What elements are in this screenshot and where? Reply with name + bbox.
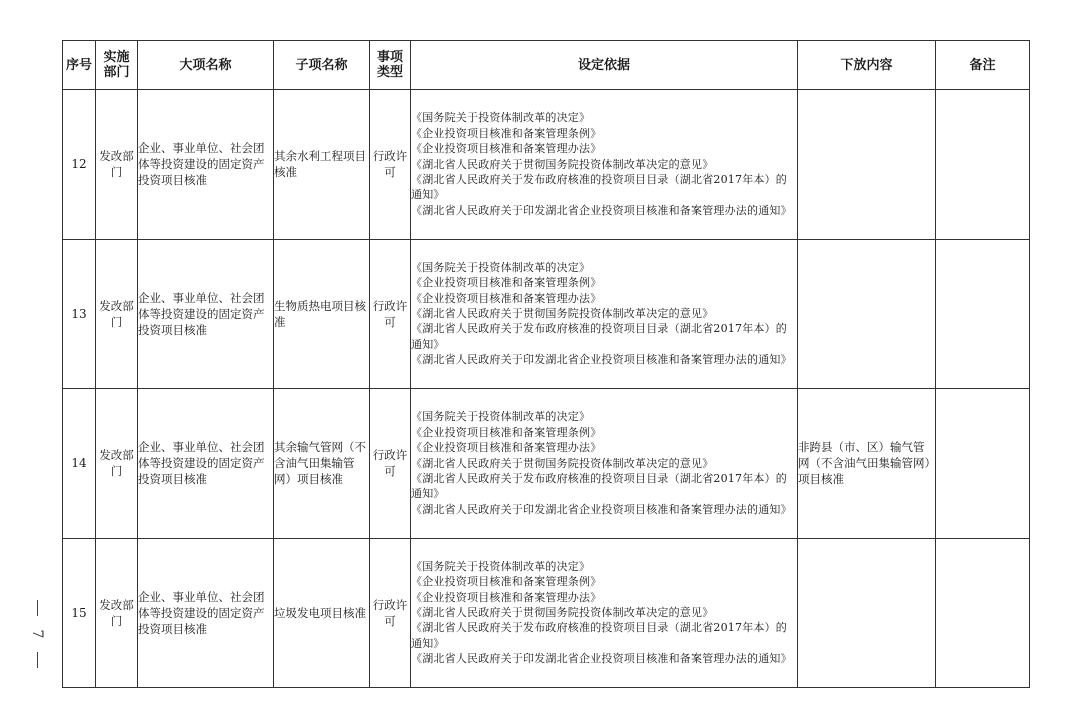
cell-no: 12 (63, 90, 96, 240)
header-row (63, 41, 1030, 90)
basis-line: 《企业投资项目核准和备案管理办法》 (411, 590, 602, 604)
cell-sub-item: 垃圾发电项目核准 (274, 538, 370, 688)
basis-line: 《湖北省人民政府关于贯彻国务院投资体制改革决定的意见》 (411, 456, 714, 470)
basis-line: 《湖北省人民政府关于发布政府核准的投资项目目录（湖北省2017年本）的通知》 (411, 322, 787, 351)
basis-line: 《企业投资项目核准和备案管理条例》 (411, 276, 602, 290)
basis-line: 《企业投资项目核准和备案管理条例》 (411, 425, 602, 439)
header-no: 序号 (63, 41, 96, 90)
basis-line: 《企业投资项目核准和备案管理办法》 (411, 291, 602, 305)
cell-remark (936, 239, 1030, 389)
header-sub-item: 子项名称 (274, 41, 370, 90)
basis-line: 《湖北省人民政府关于贯彻国务院投资体制改革决定的意见》 (411, 157, 714, 171)
cell-dept: 发改部门 (96, 239, 138, 389)
header-big-item: 大项名称 (138, 41, 274, 90)
basis-line: 《湖北省人民政府关于印发湖北省企业投资项目核准和备案管理办法的通知》 (411, 203, 792, 217)
basis-line: 《企业投资项目核准和备案管理条例》 (411, 126, 602, 140)
basis-line: 《企业投资项目核准和备案管理条例》 (411, 575, 602, 589)
cell-basis (411, 389, 798, 539)
basis-line: 《国务院关于投资体制改革的决定》 (411, 260, 591, 274)
header-dept: 实施 部门 (96, 41, 138, 90)
header-basis: 设定依据 (411, 41, 798, 90)
cell-no: 15 (63, 538, 96, 688)
cell-big-item: 企业、事业单位、社会团体等投资建设的固定资产投资项目核准 (138, 90, 274, 240)
cell-dept: 发改部门 (96, 538, 138, 688)
basis-line: 《国务院关于投资体制改革的决定》 (411, 410, 591, 424)
table-row (63, 90, 1030, 240)
cell-remark (936, 389, 1030, 539)
header-delegated: 下放内容 (798, 41, 936, 90)
cell-type: 行政许可 (370, 389, 411, 539)
cell-sub-item: 生物质热电项目核准 (274, 239, 370, 389)
basis-line: 《湖北省人民政府关于印发湖北省企业投资项目核准和备案管理办法的通知》 (411, 502, 792, 516)
cell-sub-item: 其余输气管网（不含油气田集输管网）项目核准 (274, 389, 370, 539)
basis-line: 《湖北省人民政府关于发布政府核准的投资项目目录（湖北省2017年本）的通知》 (411, 172, 787, 202)
cell-delegated: 非跨县（市、区）输气管网（不含油气田集输管网）项目核准 (798, 389, 936, 539)
cell-dept: 发改部门 (96, 389, 138, 539)
cell-big-item: 企业、事业单位、社会团体等投资建设的固定资产投资项目核准 (138, 239, 274, 389)
cell-dept: 发改部门 (96, 90, 138, 240)
basis-line: 《湖北省人民政府关于贯彻国务院投资体制改革决定的意见》 (411, 606, 714, 620)
cell-basis (411, 239, 798, 389)
delegation-table (62, 40, 1030, 688)
table-row (63, 389, 1030, 539)
basis-line: 《湖北省人民政府关于发布政府核准的投资项目目录（湖北省2017年本）的通知》 (411, 621, 787, 650)
basis-line: 《国务院关于投资体制改革的决定》 (411, 559, 591, 573)
cell-type: 行政许可 (370, 538, 411, 688)
table-row (63, 538, 1030, 688)
cell-sub-item: 其余水利工程项目核准 (274, 90, 370, 240)
basis-line: 《湖北省人民政府关于贯彻国务院投资体制改革决定的意见》 (411, 307, 714, 321)
cell-no: 14 (63, 389, 96, 539)
cell-no: 13 (63, 239, 96, 389)
basis-line: 《国务院关于投资体制改革的决定》 (411, 111, 591, 125)
cell-delegated (798, 239, 936, 389)
cell-remark (936, 538, 1030, 688)
cell-delegated (798, 90, 936, 240)
header-type: 事项 类型 (370, 41, 411, 90)
basis-line: 《企业投资项目核准和备案管理办法》 (411, 142, 602, 156)
page-number: 7 (30, 600, 44, 668)
cell-delegated (798, 538, 936, 688)
cell-remark (936, 90, 1030, 240)
basis-line: 《湖北省人民政府关于印发湖北省企业投资项目核准和备案管理办法的通知》 (411, 353, 792, 367)
cell-big-item: 企业、事业单位、社会团体等投资建设的固定资产投资项目核准 (138, 538, 274, 688)
cell-basis (411, 538, 798, 688)
basis-line: 《湖北省人民政府关于发布政府核准的投资项目目录（湖北省2017年本）的通知》 (411, 471, 787, 501)
cell-basis (411, 90, 798, 240)
basis-line: 《企业投资项目核准和备案管理办法》 (411, 441, 602, 455)
cell-type: 行政许可 (370, 90, 411, 240)
table-body (63, 90, 1030, 688)
cell-type: 行政许可 (370, 239, 411, 389)
header-remark: 备注 (936, 41, 1030, 90)
cell-big-item: 企业、事业单位、社会团体等投资建设的固定资产投资项目核准 (138, 389, 274, 539)
table-row (63, 239, 1030, 389)
basis-line: 《湖北省人民政府关于印发湖北省企业投资项目核准和备案管理办法的通知》 (411, 652, 792, 666)
